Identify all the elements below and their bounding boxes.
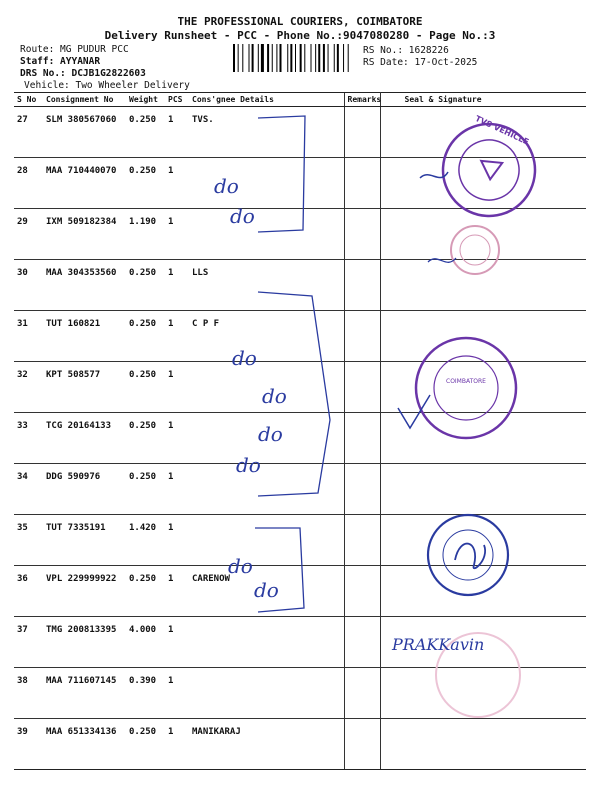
receiver-signature: PRAKKavin [392,635,485,654]
vehicle: Vehicle: Two Wheeler Delivery [24,80,190,91]
cell-sno: 38 [14,668,43,719]
svg-text:TVS VEHICLE: TVS VEHICLE [473,113,531,147]
cell-sno: 27 [14,107,43,158]
cell-consignment: DDG 590976 [43,464,126,515]
barcode-bar [233,44,235,72]
cell-seal [380,617,586,668]
barcode-bar [295,44,296,72]
drs-number: DRS No.: DCJB1G2822603 [20,68,146,79]
staff: Staff: AYYANAR [20,56,101,67]
cell-consignment: TUT 7335191 [43,515,126,566]
cell-consignment: TUT 160821 [43,311,126,362]
barcode-bar [238,44,239,72]
cell-seal [380,413,586,464]
cell-sno: 39 [14,719,43,770]
cell-weight: 0.250 [126,719,165,770]
cell-consignment: KPT 508577 [43,362,126,413]
ditto-mark: do [236,453,261,477]
cell-consignee [189,158,344,209]
cell-consignee [189,413,344,464]
cell-consignment: TMG 200813395 [43,617,126,668]
barcode-bar [280,44,282,72]
cell-pcs: 1 [165,413,189,464]
cell-seal [380,158,586,209]
table-header [14,93,586,107]
cell-remarks [344,107,380,158]
col-consignee: Cons'gnee Details [189,93,344,107]
cell-seal [380,515,586,566]
ditto-mark: do [214,174,239,198]
cell-remarks [344,464,380,515]
cell-sno: 28 [14,158,43,209]
cell-consignee: C P F [189,311,344,362]
cell-pcs: 1 [165,464,189,515]
cell-pcs: 1 [165,668,189,719]
cell-consignee [189,362,344,413]
table-row [14,362,586,413]
cell-pcs: 1 [165,617,189,668]
cell-weight: 0.250 [126,107,165,158]
cell-consignee [189,515,344,566]
col-pcs: PCS [165,93,189,107]
cell-remarks [344,158,380,209]
cell-consignee: TVS. [189,107,344,158]
company-name: THE PROFESSIONAL COURIERS, COIMBATORE [177,15,423,28]
cell-seal [380,719,586,770]
table-row [14,107,586,158]
ditto-mark: do [228,554,253,578]
barcode-bar [261,44,264,72]
ditto-mark: do [232,346,257,370]
cell-remarks [344,566,380,617]
table-row [14,260,586,311]
cell-weight: 0.250 [126,566,165,617]
cell-consignee [189,617,344,668]
cell-pcs: 1 [165,719,189,770]
table-row [14,413,586,464]
barcode-bar [242,44,243,72]
cell-weight: 0.390 [126,668,165,719]
barcode-bar [348,44,349,72]
barcode-bar [328,44,329,72]
barcode-bar [252,44,254,72]
cell-weight: 0.250 [126,362,165,413]
cell-sno: 31 [14,311,43,362]
cell-seal [380,260,586,311]
cell-consignment: MAA 651334136 [43,719,126,770]
ditto-mark: do [254,578,279,602]
cell-pcs: 1 [165,158,189,209]
cell-sno: 32 [14,362,43,413]
barcode-bar [267,44,269,72]
cell-consignment: MAA 711607145 [43,668,126,719]
cell-pcs: 1 [165,362,189,413]
barcode-bar [276,44,277,72]
cell-remarks [344,362,380,413]
rs-date: RS Date: 17-Oct-2025 [363,57,478,68]
col-weight: Weight [126,93,165,107]
cell-sno: 33 [14,413,43,464]
cell-weight: 1.420 [126,515,165,566]
cell-seal [380,209,586,260]
ditto-mark: do [262,384,287,408]
cell-consignee [189,464,344,515]
cell-weight: 1.190 [126,209,165,260]
barcode-bar [315,44,316,72]
cell-consignee: LLS [189,260,344,311]
cell-weight: 0.250 [126,158,165,209]
barcode-bar [304,44,305,72]
barcode-bar [258,44,259,72]
cell-sno: 30 [14,260,43,311]
barcode-bar [272,44,273,72]
barcode-bar [311,44,312,72]
cell-seal [380,362,586,413]
cell-remarks [344,719,380,770]
cell-pcs: 1 [165,107,189,158]
table-row [14,464,586,515]
cell-consignee [189,668,344,719]
runsheet-title: Delivery Runsheet - PCC - Phone No.:9047080280 - Page No.:3 [104,29,496,42]
cell-pcs: 1 [165,311,189,362]
cell-consignee [189,209,344,260]
cell-remarks [344,515,380,566]
col-seal: Seal & Signature [380,93,586,107]
barcode-bar [318,44,320,72]
cell-remarks [344,617,380,668]
cell-pcs: 1 [165,209,189,260]
cell-seal [380,464,586,515]
cell-remarks [344,311,380,362]
cell-sno: 29 [14,209,43,260]
cell-weight: 4.000 [126,617,165,668]
barcode-bar [343,44,344,72]
cell-pcs: 1 [165,515,189,566]
barcode-bar [249,44,250,72]
cell-weight: 0.250 [126,260,165,311]
cell-seal [380,566,586,617]
cell-consignment: TCG 20164133 [43,413,126,464]
cell-consignment: MAA 304353560 [43,260,126,311]
ditto-mark: do [258,422,283,446]
table-row [14,311,586,362]
barcode-bar [337,44,339,72]
cell-sno: 37 [14,617,43,668]
table-row [14,158,586,209]
cell-seal [380,311,586,362]
cell-pcs: 1 [165,566,189,617]
cell-remarks [344,260,380,311]
table-row [14,566,586,617]
svg-text:COIMBATORE: COIMBATORE [446,378,486,385]
barcode [233,44,357,72]
table-row [14,617,586,668]
cell-remarks [344,668,380,719]
route: Route: MG PUDUR PCC [20,44,129,55]
cell-weight: 0.250 [126,413,165,464]
cell-consignment: SLM 380567060 [43,107,126,158]
cell-sno: 35 [14,515,43,566]
col-sno: S No [14,93,43,107]
col-remarks: Remarks [344,93,380,107]
runsheet-table [14,92,586,770]
table-row [14,209,586,260]
cell-consignment: VPL 229999922 [43,566,126,617]
cell-pcs: 1 [165,260,189,311]
cell-consignee: MANIKARAJ [189,719,344,770]
table-row [14,515,586,566]
cell-weight: 0.250 [126,311,165,362]
cell-weight: 0.250 [126,464,165,515]
cell-consignee: CARENOW [189,566,344,617]
rs-number: RS No.: 1628226 [363,45,449,56]
ditto-mark: do [230,204,255,228]
cell-remarks [344,413,380,464]
barcode-bar [290,44,292,72]
col-consignment: Consignment No [43,93,126,107]
barcode-bar [323,44,325,72]
cell-consignment: IXM 509182384 [43,209,126,260]
barcode-bar [287,44,288,72]
cell-consignment: MAA 710440070 [43,158,126,209]
cell-seal [380,668,586,719]
table-row [14,719,586,770]
cell-sno: 34 [14,464,43,515]
table-row [14,668,586,719]
cell-seal [380,107,586,158]
cell-sno: 36 [14,566,43,617]
cell-remarks [344,209,380,260]
barcode-bar [300,44,302,72]
barcode-bar [334,44,335,72]
